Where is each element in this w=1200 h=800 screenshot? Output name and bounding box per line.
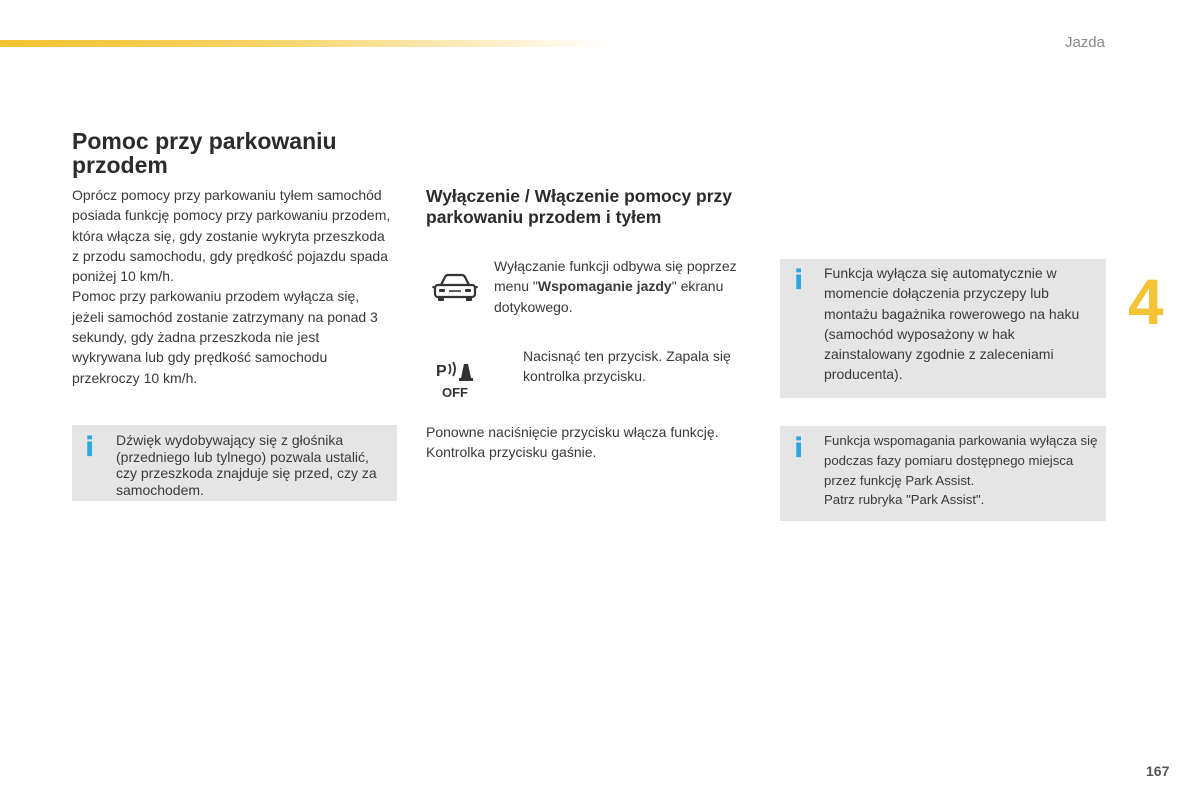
menu-name-driving-assistance: Wspomaganie jazdy — [537, 278, 672, 295]
info-box-speaker — [72, 425, 397, 501]
info-box-text-main: Funkcja wspomagania parkowania wyłącza się podczas fazy pomiaru dostępnego miejsca przez funkcję Park Assist. — [824, 433, 1098, 488]
step2-text: Nacisnąć ten przycisk. Zapala się kontrolka przycisku. — [523, 348, 731, 385]
park-icon-letter: P — [436, 363, 447, 380]
page-number: 167 — [1146, 763, 1170, 779]
reenable-text: Ponowne naciśnięcie przycisku włącza funkcję. Kontrolka przycisku gaśnie. — [426, 424, 719, 461]
info-box-park-assist — [780, 426, 1106, 521]
chapter-number: 4 — [1128, 266, 1164, 338]
info-icon: i — [794, 265, 804, 296]
info-box-text: Dźwięk wydobywający się z głośnika (przedniego lub tylnego) pozwala ustalić, czy przeszkoda znajduje się przed, czy za samochodem. — [116, 432, 377, 498]
info-icon: i — [794, 433, 804, 464]
park-assist-off-icon — [434, 360, 478, 400]
intro-paragraph-2: Pomoc przy parkowaniu przodem wyłącza się, jeżeli samochód zostanie zatrzymany na ponad 3 sekundy, gdy żadna przeszkoda nie jest wykrywana lub gdy prędkość samochodu przekroczy 10 km/h. — [72, 288, 378, 386]
info-box-text: Funkcja wyłącza się automatycznie w momencie dołączenia przyczepy lub montażu bagażnika rowerowego na haku (samochód wyposażony w hak zainstalowany zgodnie z zaleceniami producenta). — [824, 265, 1080, 383]
info-box-text — [824, 431, 1104, 510]
step-press-button — [494, 346, 754, 387]
info-icon: i — [85, 432, 95, 463]
info-box-trailer — [780, 259, 1106, 398]
intro-paragraph-1: Oprócz pomocy przy parkowaniu tyłem samochód posiada funkcję pomocy przy parkowaniu przodem, która włącza się, gdy zostanie wykryta przeszkoda z przodu samochodu, gdy prędkość pojazdu spada poniżej 10 km/h. — [72, 187, 391, 285]
intro-text — [72, 185, 392, 388]
chapter-name: Jazda — [1064, 34, 1105, 51]
section-title-front-parking: Pomoc przy parkowaniu przodem — [72, 128, 337, 178]
off-label: OFF — [442, 385, 468, 400]
step1-text-before: Wyłączanie funkcji odbywa się poprzez menu " — [494, 258, 737, 295]
car-front-icon — [432, 271, 478, 305]
header-accent-bar — [0, 40, 610, 47]
info-box-text-see-also: Patrz rubryka "Park Assist". — [824, 492, 985, 508]
step-disable-via-menu — [494, 256, 744, 317]
step1-text-after: " ekranu dotykowego. — [494, 278, 724, 315]
section-title-disable-enable: Wyłączenie / Włączenie pomocy przy parkowaniu przodem i tyłem — [426, 186, 733, 227]
